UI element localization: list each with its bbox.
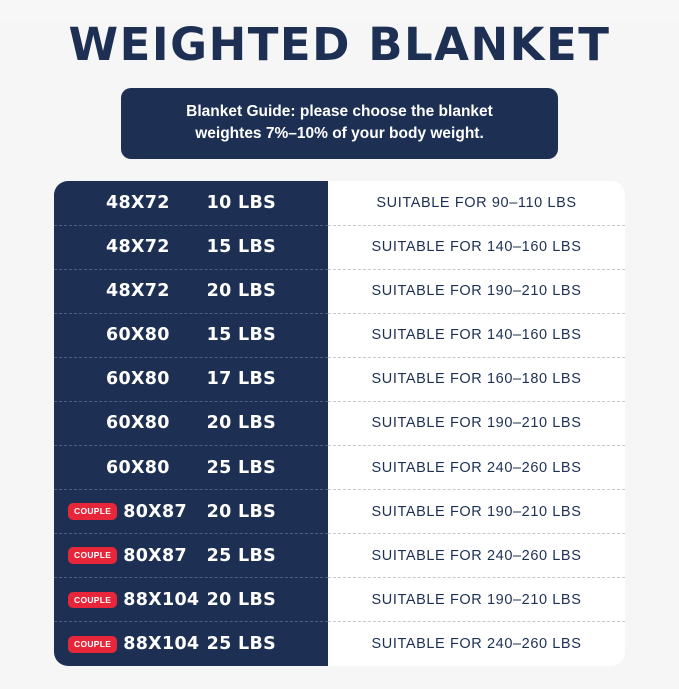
couple-badge: COUPLE bbox=[68, 503, 117, 520]
size-value: 60X80 bbox=[106, 369, 170, 390]
couple-badge: COUPLE bbox=[68, 547, 117, 564]
weight-value: 20 LBS bbox=[206, 281, 276, 302]
size-value: 80X87 bbox=[123, 545, 187, 566]
size-value: 48X72 bbox=[106, 192, 170, 213]
suitable-value: SUITABLE FOR 160–180 LBS bbox=[371, 371, 582, 388]
weight-value: 15 LBS bbox=[206, 237, 276, 258]
weight-value: 15 LBS bbox=[206, 325, 276, 346]
weight-value: 20 LBS bbox=[206, 501, 276, 522]
size-value: 88X104 bbox=[123, 634, 200, 655]
blanket-guide-callout bbox=[121, 88, 558, 160]
suitable-column bbox=[328, 181, 625, 666]
table-row bbox=[54, 226, 328, 270]
table-row bbox=[328, 226, 625, 270]
table-row bbox=[328, 578, 625, 622]
size-value: 60X80 bbox=[106, 457, 170, 478]
size-value: 48X72 bbox=[106, 281, 170, 302]
suitable-value: SUITABLE FOR 190–210 LBS bbox=[371, 415, 582, 432]
table-row bbox=[54, 622, 328, 666]
table-row bbox=[54, 402, 328, 446]
table-row bbox=[328, 181, 625, 225]
table-row bbox=[328, 402, 625, 446]
suitable-value: SUITABLE FOR 190–210 LBS bbox=[371, 503, 582, 520]
table-row bbox=[54, 181, 328, 225]
size-table bbox=[54, 181, 625, 666]
weight-value: 25 LBS bbox=[206, 457, 276, 478]
weight-value: 25 LBS bbox=[206, 545, 276, 566]
suitable-value: SUITABLE FOR 90–110 LBS bbox=[376, 194, 577, 211]
couple-badge: COUPLE bbox=[68, 636, 117, 653]
suitable-value: SUITABLE FOR 190–210 LBS bbox=[371, 283, 582, 300]
suitable-value: SUITABLE FOR 190–210 LBS bbox=[371, 591, 582, 608]
couple-badge: COUPLE bbox=[68, 592, 117, 609]
suitable-value: SUITABLE FOR 240–260 LBS bbox=[371, 636, 582, 653]
size-value: 88X104 bbox=[123, 589, 200, 610]
table-row bbox=[328, 446, 625, 490]
weight-value: 25 LBS bbox=[206, 634, 276, 655]
table-row bbox=[328, 490, 625, 534]
size-weight-column bbox=[54, 181, 328, 666]
table-row bbox=[54, 358, 328, 402]
suitable-value: SUITABLE FOR 140–160 LBS bbox=[371, 239, 582, 256]
table-row bbox=[328, 270, 625, 314]
table-row bbox=[328, 314, 625, 358]
weighted-blanket-size-chart bbox=[0, 20, 679, 689]
table-row bbox=[54, 314, 328, 358]
guide-line-1: Blanket Guide: please choose the blanket bbox=[186, 102, 493, 120]
guide-line-2: weightes 7%–10% of your body weight. bbox=[195, 124, 484, 142]
table-row bbox=[54, 490, 328, 534]
table-row bbox=[54, 446, 328, 490]
page-title: WEIGHTED BLANKET bbox=[68, 18, 611, 71]
suitable-value: SUITABLE FOR 240–260 LBS bbox=[371, 459, 582, 476]
weight-value: 20 LBS bbox=[206, 413, 276, 434]
table-row bbox=[328, 358, 625, 402]
size-value: 60X80 bbox=[106, 325, 170, 346]
weight-value: 20 LBS bbox=[206, 589, 276, 610]
table-row bbox=[328, 622, 625, 666]
table-row bbox=[54, 270, 328, 314]
size-value: 60X80 bbox=[106, 413, 170, 434]
table-row bbox=[54, 534, 328, 578]
table-row bbox=[54, 578, 328, 622]
suitable-value: SUITABLE FOR 140–160 LBS bbox=[371, 327, 582, 344]
size-value: 48X72 bbox=[106, 237, 170, 258]
size-value: 80X87 bbox=[123, 501, 187, 522]
suitable-value: SUITABLE FOR 240–260 LBS bbox=[371, 547, 582, 564]
table-row bbox=[328, 534, 625, 578]
weight-value: 17 LBS bbox=[206, 369, 276, 390]
weight-value: 10 LBS bbox=[206, 192, 276, 213]
